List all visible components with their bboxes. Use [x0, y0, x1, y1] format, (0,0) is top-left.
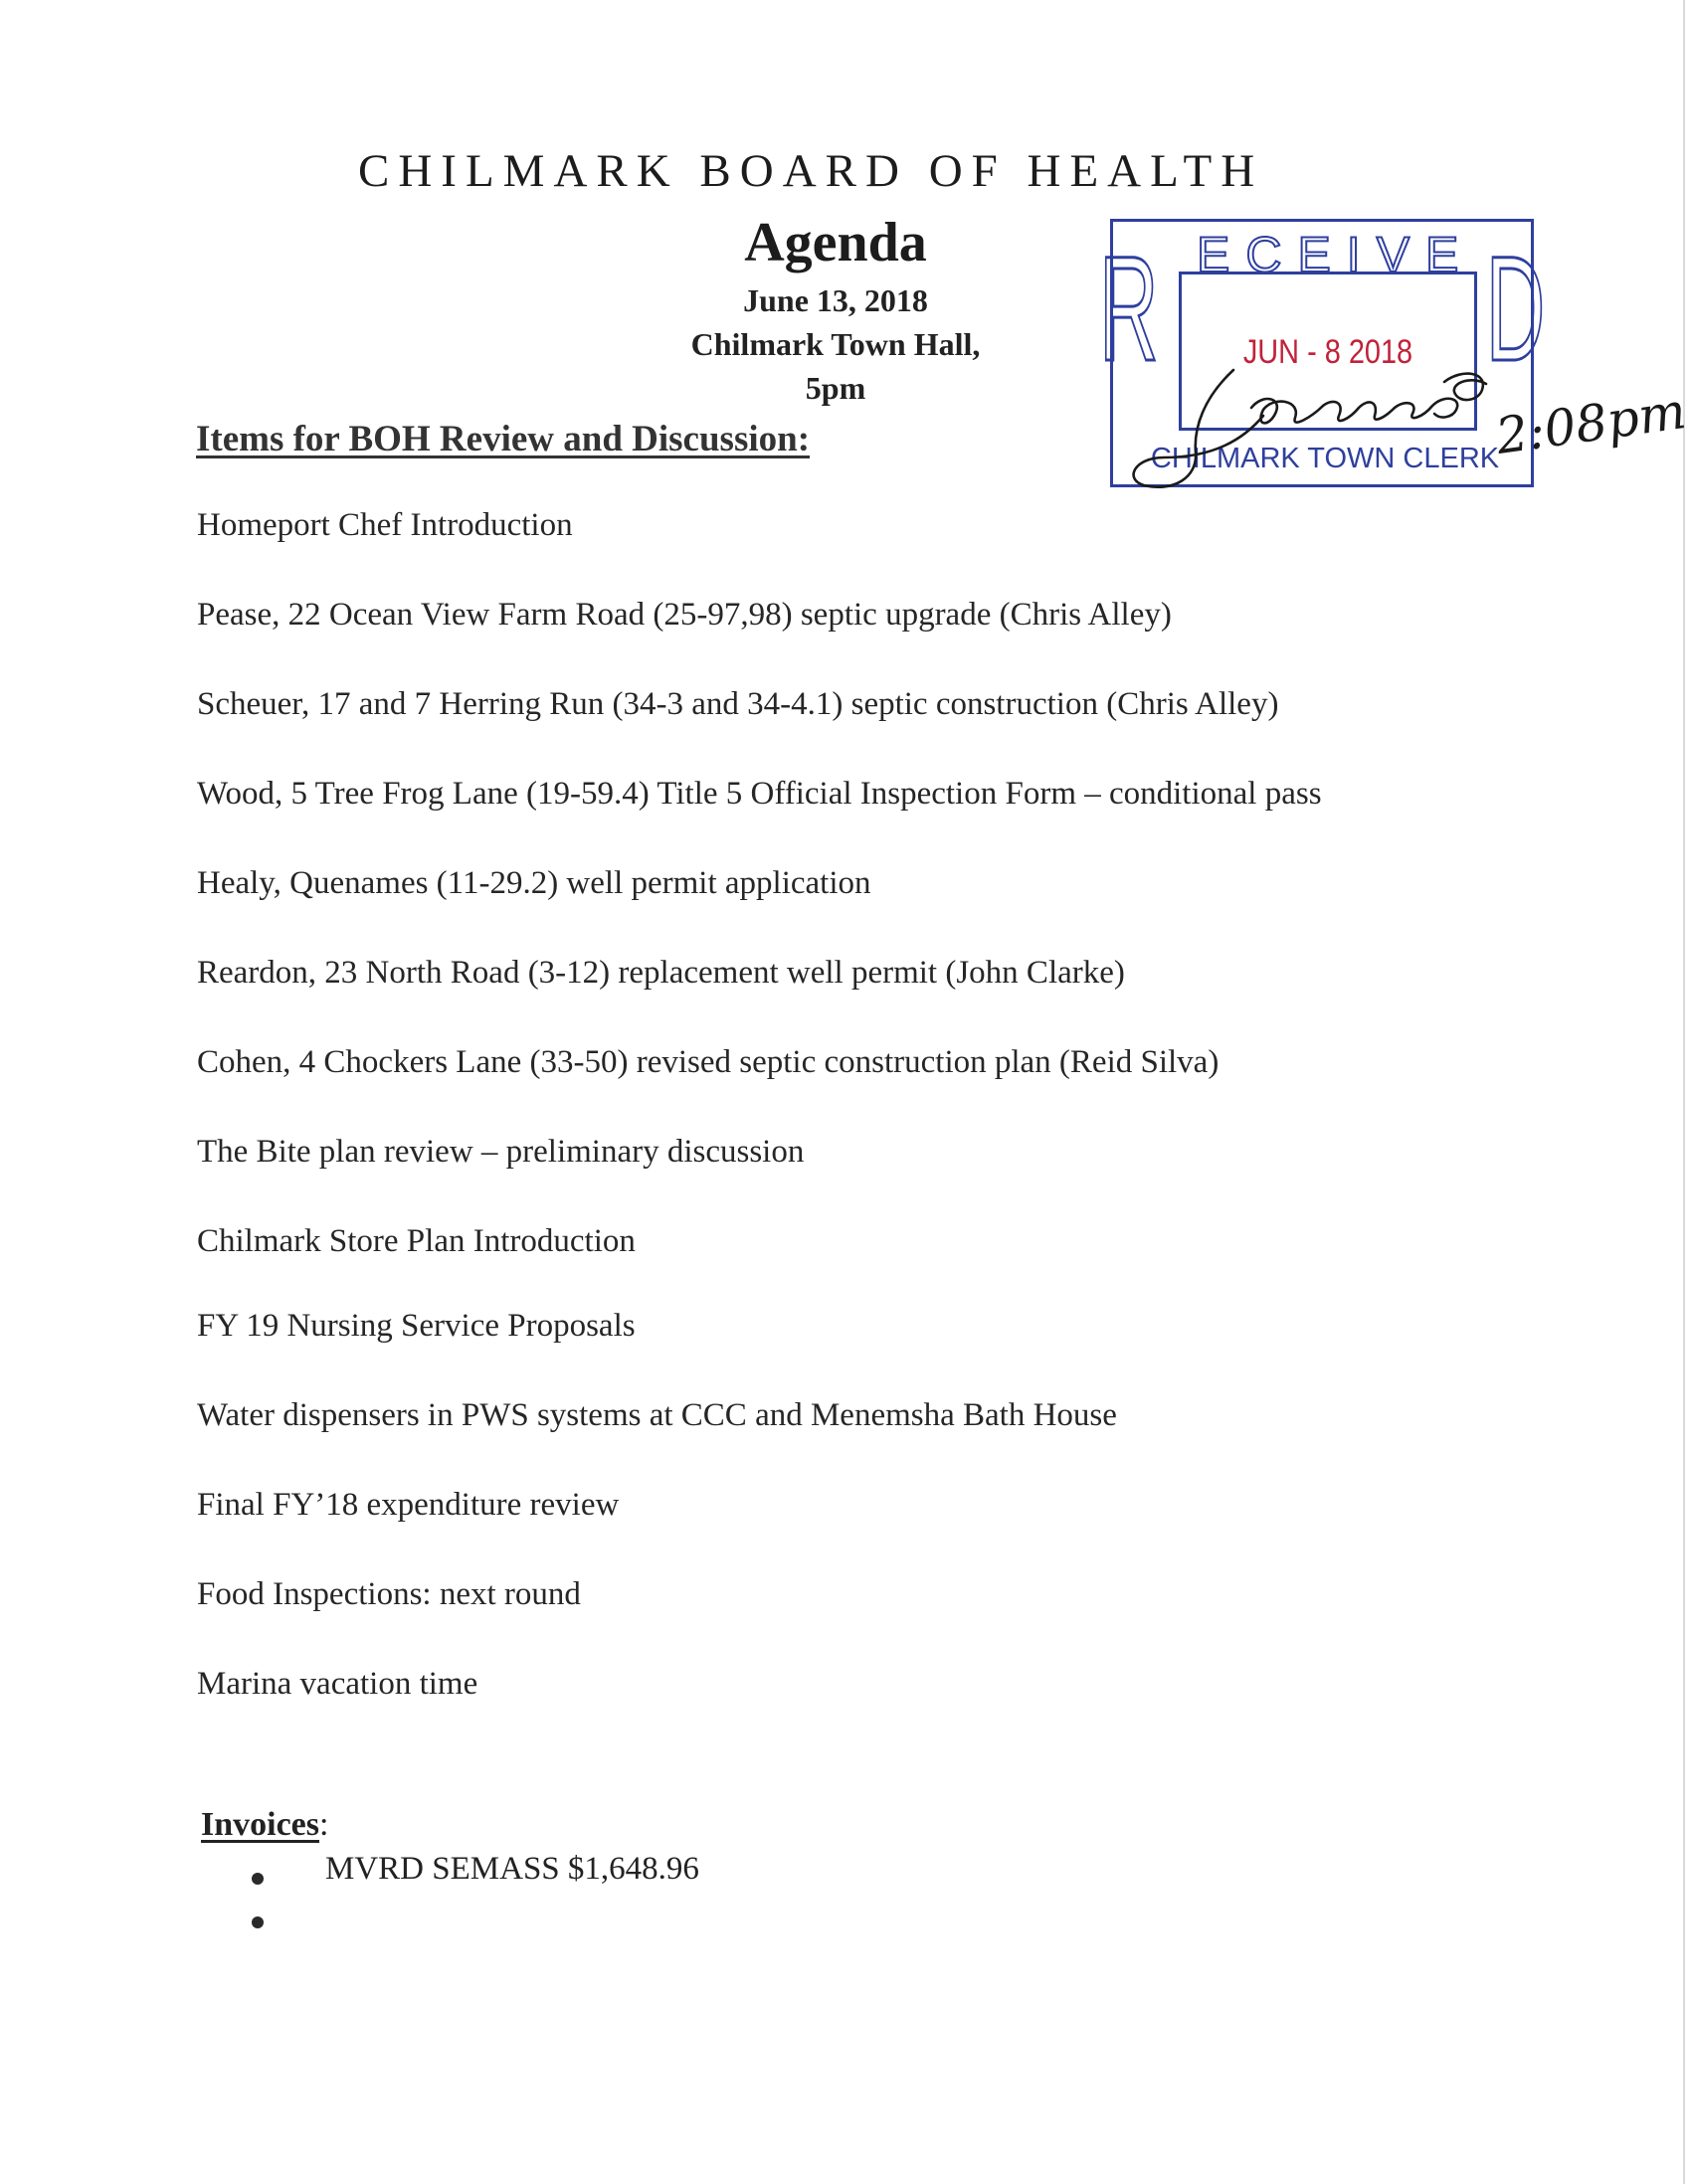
agenda-item: Scheuer, 17 and 7 Herring Run (34-3 and 34-4.1) septic construction (Chris Alley)	[197, 686, 1279, 722]
bullet-icon	[252, 1873, 264, 1885]
stamp-big-letter-r: R	[1099, 225, 1159, 392]
agenda-item: Homeport Chef Introduction	[197, 507, 573, 543]
stamp-date: JUN - 8 2018	[1242, 333, 1413, 371]
agenda-item: Pease, 22 Ocean View Farm Road (25-97,98) septic upgrade (Chris Alley)	[197, 597, 1172, 633]
agenda-item: Final FY’18 expenditure review	[197, 1487, 620, 1523]
agenda-item: Cohen, 4 Chockers Lane (33-50) revised septic construction plan (Reid Silva)	[197, 1044, 1220, 1080]
meeting-date: June 13, 2018	[743, 282, 928, 318]
invoice-item: MVRD SEMASS $1,648.96	[325, 1851, 699, 1887]
agenda-item: The Bite plan review – preliminary discussion	[197, 1134, 805, 1170]
organization-title: CHILMARK BOARD OF HEALTH	[358, 145, 1264, 197]
agenda-item: FY 19 Nursing Service Proposals	[197, 1308, 636, 1344]
agenda-item: Reardon, 23 North Road (3-12) replacement well permit (John Clarke)	[197, 955, 1125, 991]
agenda-item: Healy, Quenames (11-29.2) well permit application	[197, 865, 871, 901]
stamp-office: CHILMARK TOWN CLERK	[1150, 443, 1500, 474]
stamp-received-letters: ECEIVE	[1197, 227, 1475, 282]
bullet-icon	[252, 1916, 264, 1928]
invoices-heading	[201, 1806, 328, 1844]
meeting-location: Chilmark Town Hall,	[690, 326, 981, 362]
agenda-title: Agenda	[744, 212, 927, 273]
agenda-item: Marina vacation time	[197, 1666, 478, 1702]
handwritten-time-text: 2:08pm	[1492, 381, 1690, 466]
section-heading: Items for BOH Review and Discussion:	[196, 419, 811, 459]
agenda-item: Chilmark Store Plan Introduction	[197, 1223, 636, 1259]
invoices-colon: :	[319, 1806, 329, 1843]
meeting-time: 5pm	[805, 370, 866, 406]
stamp-big-letter-d: D	[1485, 225, 1545, 392]
agenda-item: Wood, 5 Tree Frog Lane (19-59.4) Title 5 Official Inspection Form – conditional pass	[197, 776, 1322, 812]
handwritten-time	[1124, 358, 1690, 497]
agenda-item: Food Inspections: next round	[197, 1576, 581, 1612]
invoices-label: Invoices	[201, 1806, 319, 1843]
page-edge	[1683, 0, 1685, 2184]
agenda-item: Water dispensers in PWS systems at CCC and Menemsha Bath House	[197, 1397, 1117, 1433]
